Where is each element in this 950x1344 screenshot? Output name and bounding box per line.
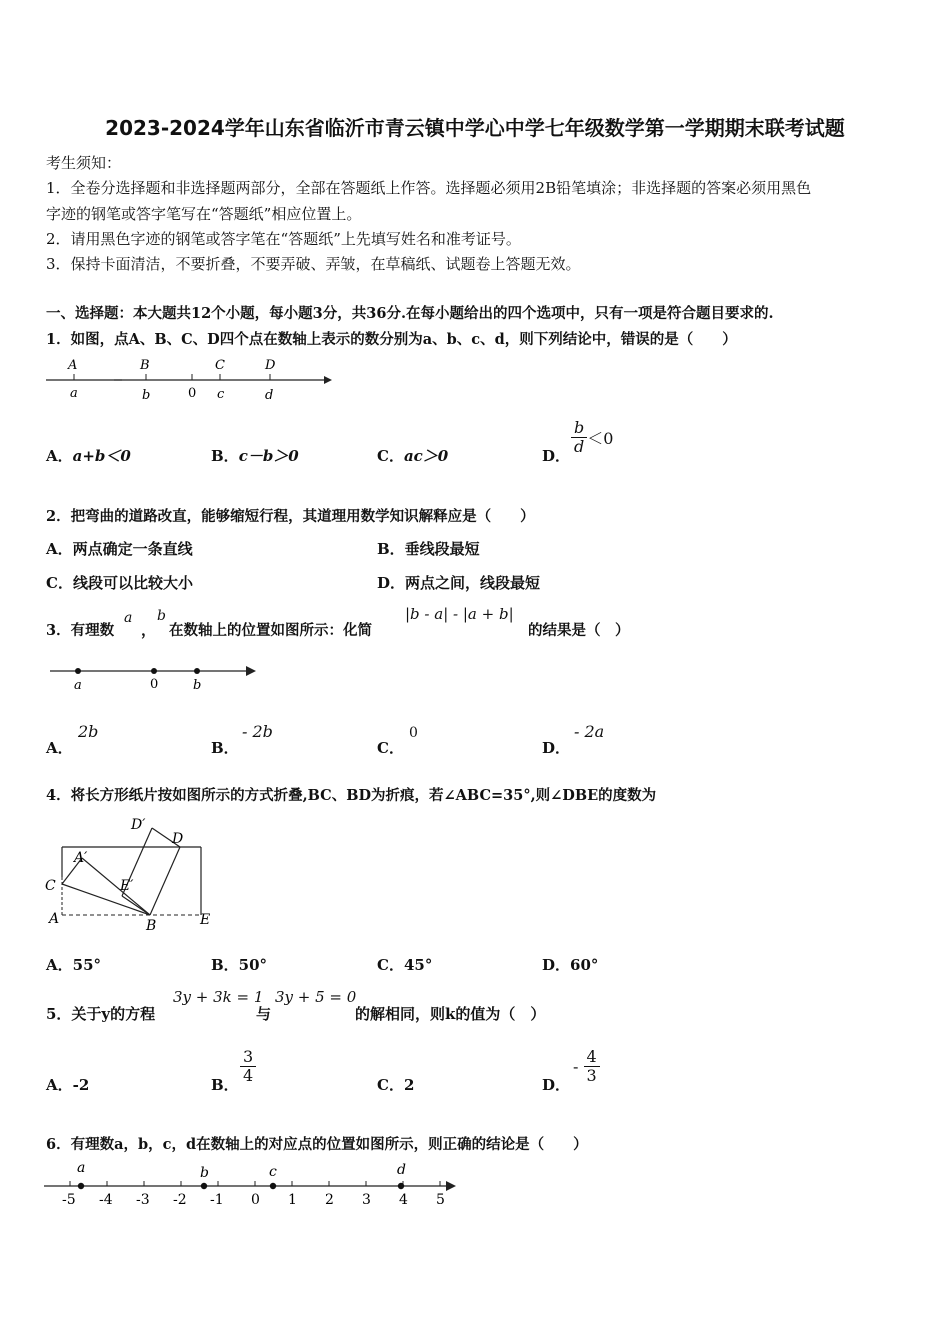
label-D-prime: D′ [131, 817, 146, 833]
q5-option-a[interactable]: A．-2 [46, 1076, 90, 1094]
label-b: b [193, 678, 202, 693]
segment-E1B [122, 896, 150, 915]
section-heading: 一、选择题：本大题共12个小题，每小题3分，共36分.在每小题给出的四个选项中，只有一项是符合题目要求的. [46, 305, 774, 322]
q4-option-c[interactable]: C．45° [377, 956, 433, 974]
label-B: B [140, 358, 150, 373]
q5-equation-2: 3y + 5 = 0 [275, 988, 357, 1006]
point-b [201, 1183, 207, 1189]
label-D: D [172, 831, 184, 847]
page-title: 2023-2024学年山东省临沂市青云镇中学心中学七年级数学第一学期期末联考试题 [105, 116, 845, 140]
q5-stem-part-1: 5．关于y的方程 [46, 1005, 156, 1023]
q5-option-b-label[interactable]: B． [211, 1076, 239, 1094]
q1-option-b[interactable]: B．c－b＞0 [211, 447, 299, 465]
label-A-prime: A′ [74, 850, 88, 866]
q2-option-c[interactable]: C．线段可以比较大小 [46, 574, 193, 592]
q3-option-d-value: - 2a [574, 722, 605, 741]
q5-option-d-label[interactable]: D． [542, 1076, 571, 1094]
label-a: a [74, 678, 82, 693]
q3-option-d-label[interactable]: D． [542, 739, 571, 757]
label-c: c [269, 1164, 277, 1180]
q3-stem-part-2: 在数轴上的位置如图所示：化简 [169, 622, 372, 639]
q4-fold-figure [40, 808, 230, 938]
q5-option-c[interactable]: C．2 [377, 1076, 415, 1094]
notice-line-1: 1．全卷分选择题和非选择题两部分，全部在答题纸上作答。选择题必须用2B铅笔填涂；非选择题的答案必须用黑色 [46, 179, 812, 197]
point-d [398, 1183, 404, 1189]
point-a [78, 1183, 84, 1189]
label-0: 0 [150, 677, 159, 692]
q4-stem: 4．将长方形纸片按如图所示的方式折叠,BC、BD为折痕，若∠ABC=35°,则∠DBE的度数为 [46, 787, 657, 804]
q4-option-d[interactable]: D．60° [542, 956, 599, 974]
q3-option-c-value: 0 [409, 725, 418, 741]
label-E-prime: E′ [120, 878, 134, 894]
q3-option-a-label[interactable]: A． [46, 739, 73, 757]
q1-option-a[interactable]: A．a+b＜0 [46, 447, 131, 465]
segment-BD [150, 847, 180, 915]
q1-option-c[interactable]: C．ac＞0 [377, 447, 449, 465]
tick-label--1: -1 [210, 1192, 224, 1208]
q1-stem: 1．如图，点A、B、C、D四个点在数轴上表示的数分别为a、b、c、d，则下列结论中，错误的是（ ） [46, 331, 737, 348]
notice-line-1-cont: 字迹的钢笔或答字笔写在“答题纸”相应位置上。 [46, 205, 362, 223]
label-b: b [200, 1165, 209, 1181]
label-C: C [45, 878, 56, 894]
label-A: A [49, 911, 60, 927]
q3-option-c-label[interactable]: C． [377, 739, 404, 757]
q5-equation-1: 3y + 3k = 1 [173, 988, 264, 1006]
q5-option-b-value: $\frac{3}{4}$ [240, 1048, 256, 1085]
q5-stem-part-2: 的解相同，则k的值为（ ） [355, 1005, 546, 1023]
label-c: c [217, 387, 225, 402]
label-d: d [265, 388, 274, 403]
q3-expression: |b - a| - |a + b| [405, 605, 514, 623]
point-0 [151, 668, 157, 674]
segment-A1B [82, 858, 150, 915]
q6-number-line [40, 1156, 470, 1212]
q1-option-d-label[interactable]: D． [542, 447, 571, 465]
q5-stem-mid: 与 [256, 1005, 272, 1023]
q3-stem-part-3: 的结果是（ ） [528, 622, 630, 639]
q3-var-a: a [124, 610, 133, 626]
label-B: B [146, 918, 157, 934]
q3-var-b: b [157, 608, 166, 624]
q4-option-a[interactable]: A．55° [46, 956, 102, 974]
notice-line-2: 2．请用黑色字迹的钢笔或答字笔在“答题纸”上先填写姓名和准考证号。 [46, 230, 521, 248]
q2-stem: 2．把弯曲的道路改直，能够缩短行程，其道理用数学知识解释应是（ ） [46, 508, 535, 525]
q3-comma: ， [141, 621, 157, 639]
label-a: a [70, 386, 78, 401]
axis-arrow [324, 376, 332, 384]
q3-option-b-value: - 2b [242, 722, 273, 741]
label-0: 0 [188, 386, 197, 401]
tick-label-0: 0 [251, 1192, 260, 1208]
axis-arrow [446, 1181, 456, 1191]
label-A: A [68, 358, 78, 373]
tick-label-2: 2 [325, 1192, 334, 1208]
label-E: E [200, 912, 211, 928]
q3-number-line [46, 658, 266, 694]
notice-heading: 考生须知： [46, 154, 122, 172]
q1-number-line [40, 352, 340, 404]
label-b: b [142, 388, 151, 403]
label-C: C [215, 358, 225, 373]
label-D: D [265, 358, 276, 373]
tick-label--3: -3 [136, 1192, 150, 1208]
tick-label--4: -4 [99, 1192, 113, 1208]
q2-option-d[interactable]: D．两点之间，线段最短 [377, 574, 541, 592]
tick-label--5: -5 [62, 1192, 76, 1208]
q3-stem-part-1: 3．有理数 [46, 622, 115, 639]
label-d: d [397, 1162, 406, 1178]
segment-BC [62, 884, 150, 915]
notice-line-3: 3．保持卡面清洁，不要折叠，不要弄破、弄皱，在草稿纸、试题卷上答题无效。 [46, 255, 581, 273]
q5-option-d-value: - $\frac{4}{3}$ [573, 1048, 600, 1085]
q6-stem: 6．有理数a，b，c，d在数轴上的对应点的位置如图所示，则正确的结论是（ ） [46, 1136, 588, 1153]
tick-label-1: 1 [288, 1192, 297, 1208]
axis-arrow [246, 666, 256, 676]
q2-option-a[interactable]: A．两点确定一条直线 [46, 540, 193, 558]
q3-option-a-value: 2b [78, 722, 99, 741]
q2-option-b[interactable]: B．垂线段最短 [377, 540, 480, 558]
point-a [75, 668, 81, 674]
q1-option-d-expr: $\frac{b}{d}$ ＜0 [571, 419, 613, 456]
q3-option-b-label[interactable]: B． [211, 739, 239, 757]
tick-label-4: 4 [399, 1192, 408, 1208]
label-a: a [77, 1160, 86, 1176]
tick-label-5: 5 [436, 1192, 445, 1208]
point-c [270, 1183, 276, 1189]
point-b [194, 668, 200, 674]
tick-label-3: 3 [362, 1192, 371, 1208]
tick-label--2: -2 [173, 1192, 187, 1208]
q4-option-b[interactable]: B．50° [211, 956, 268, 974]
